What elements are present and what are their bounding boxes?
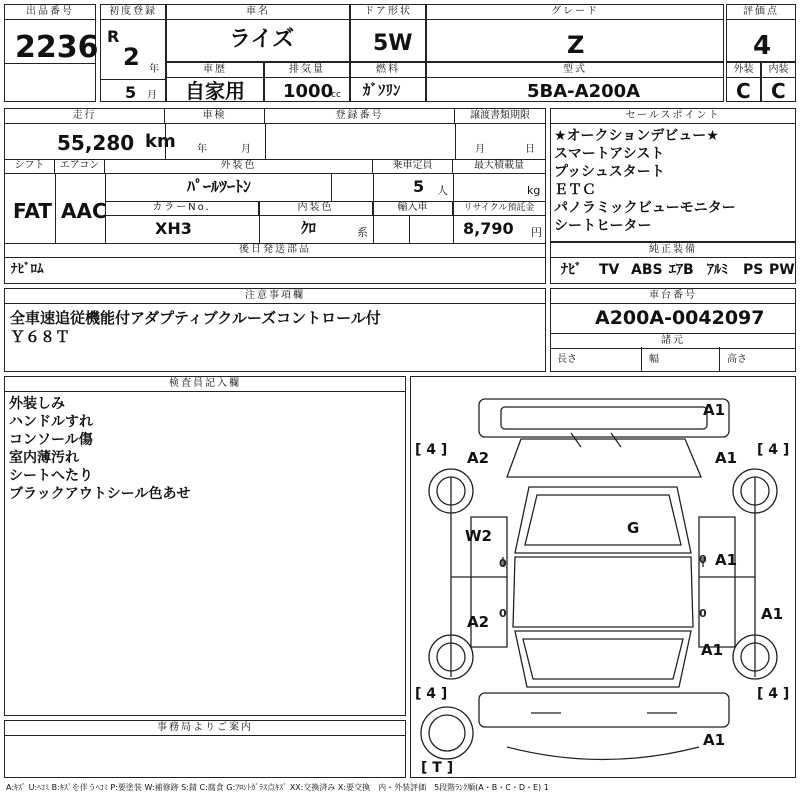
notes-line: 全車速追従機能付アダプティブクルーズコントロール付 bbox=[10, 309, 381, 327]
damage-mark: A1 bbox=[715, 449, 738, 467]
door-type: 5W bbox=[373, 31, 413, 56]
import-label: 輸入車 bbox=[373, 201, 453, 216]
equipment-item: PS bbox=[743, 262, 764, 278]
mirror-mark: 0 bbox=[699, 607, 707, 620]
fuel-value: ｶﾞｿﾘﾝ bbox=[363, 81, 401, 99]
grade-box bbox=[426, 4, 724, 62]
tire-rear-left: [ 4 ] bbox=[415, 686, 448, 702]
model-box bbox=[426, 62, 724, 102]
mirror-mark: 0 bbox=[499, 557, 507, 570]
shift-value: FAT bbox=[13, 199, 52, 223]
inspection-label: 車検 bbox=[165, 109, 265, 124]
model-label: 型式 bbox=[427, 63, 723, 78]
equipment-label: 純正装備 bbox=[551, 243, 795, 258]
inspector-line: コンソール傷 bbox=[9, 432, 93, 448]
inspector-line: 室内薄汚れ bbox=[9, 450, 79, 466]
tire-spare: [ T ] bbox=[421, 760, 454, 776]
grade-value: Z bbox=[567, 31, 585, 59]
interior-grade: C bbox=[771, 79, 786, 103]
history-value: 自家用 bbox=[185, 79, 245, 103]
width-label: 幅 bbox=[649, 354, 659, 365]
color-value: ﾊﾟｰﾙﾂｰﾄﾝ bbox=[187, 177, 252, 196]
intcolor-value: ｸﾛ bbox=[301, 219, 317, 237]
later-parts-value: ﾅﾋﾞﾛﾑ bbox=[11, 262, 44, 277]
history-label: 車歴 bbox=[167, 63, 263, 78]
score-box bbox=[726, 4, 796, 62]
notes-line: Ｙ６８Ｔ bbox=[10, 328, 71, 346]
damage-mark: A1 bbox=[703, 401, 726, 419]
office-label: 事務局よりご案内 bbox=[5, 721, 405, 736]
capacity-label: 乗車定員 bbox=[373, 159, 453, 174]
car-name-box bbox=[166, 4, 350, 62]
notes-label: 注意事項欄 bbox=[5, 289, 545, 304]
displacement-unit: cc bbox=[331, 90, 341, 100]
transfer-day-unit: 日 bbox=[525, 144, 535, 155]
sales-point-item: パノラミックビューモニター bbox=[554, 200, 736, 216]
exterior-grade: C bbox=[736, 79, 751, 103]
sales-point-item: シートヒーター bbox=[554, 218, 652, 234]
colorno-value: XH3 bbox=[155, 219, 192, 238]
inspection-month-unit: 月 bbox=[241, 144, 251, 155]
sales-points-label: セールスポイント bbox=[551, 109, 795, 124]
exterior-grade-box bbox=[726, 62, 761, 102]
notes-box bbox=[4, 288, 546, 372]
displacement-label: 排気量 bbox=[265, 63, 349, 78]
equipment-item: TV bbox=[599, 262, 620, 278]
capacity-unit: 人 bbox=[437, 184, 448, 197]
tire-front-left: [ 4 ] bbox=[415, 442, 448, 458]
inspector-line: ハンドルすれ bbox=[9, 414, 93, 430]
mileage-value: 55,280 bbox=[57, 131, 135, 155]
inspection-year-unit: 年 bbox=[197, 144, 207, 155]
car-name-label: 車名 bbox=[167, 5, 349, 20]
history-box bbox=[166, 62, 264, 102]
month-unit: 月 bbox=[147, 90, 157, 101]
equipment-item: PW bbox=[769, 262, 795, 278]
intcolor-label: 内装色 bbox=[259, 201, 373, 216]
chassis-label: 車台番号 bbox=[551, 289, 795, 304]
ac-value: AAC bbox=[61, 199, 107, 223]
transfer-month-unit: 月 bbox=[475, 144, 485, 155]
exterior-label: 外装 bbox=[727, 63, 760, 78]
lot-label: 出品番号 bbox=[5, 5, 95, 20]
mileage-unit: km bbox=[145, 131, 176, 152]
equipment-item: ｱﾙﾐ bbox=[707, 262, 728, 278]
displacement-value: 1000 bbox=[283, 81, 334, 102]
first-registration-box bbox=[100, 4, 166, 102]
ac-label: エアコン bbox=[55, 159, 105, 174]
recycle-unit: 円 bbox=[531, 226, 542, 239]
fuel-label: 燃料 bbox=[351, 63, 425, 78]
sales-point-item: ＥＴＣ bbox=[554, 182, 596, 198]
dims-label: 諸元 bbox=[551, 333, 795, 349]
inspector-line: 外装しみ bbox=[9, 396, 65, 412]
damage-mark: A2 bbox=[467, 449, 490, 467]
year-unit: 年 bbox=[149, 64, 159, 75]
interior-label: 内装 bbox=[762, 63, 795, 78]
regno-label: 登録番号 bbox=[265, 109, 455, 124]
fuel-box bbox=[350, 62, 426, 102]
detail-block bbox=[4, 108, 546, 284]
model-value: 5BA-A200A bbox=[527, 81, 641, 102]
equipment-item: ABS bbox=[631, 262, 663, 278]
inspector-label: 検査員記入欄 bbox=[5, 377, 405, 392]
lot-box bbox=[4, 4, 99, 102]
displacement-box bbox=[264, 62, 350, 102]
later-parts-label: 後日発送部品 bbox=[5, 243, 545, 258]
damage-mark: G bbox=[627, 519, 640, 537]
recycle-value: 8,790 bbox=[463, 219, 514, 238]
car-name: ライズ bbox=[229, 27, 295, 52]
sales-point-item: スマートアシスト bbox=[554, 146, 665, 162]
registration-year: 2 bbox=[123, 43, 140, 71]
intcolor-unit: 系 bbox=[357, 226, 368, 239]
tire-front-right: [ 4 ] bbox=[757, 442, 790, 458]
damage-mark: A1 bbox=[703, 731, 726, 749]
sales-point-item: プッシュスタート bbox=[554, 164, 665, 180]
inspector-line: シートへたり bbox=[9, 468, 93, 484]
tire-rear-right: [ 4 ] bbox=[757, 686, 790, 702]
door-box bbox=[350, 4, 426, 62]
registration-month: 5 bbox=[125, 83, 137, 102]
office-box bbox=[4, 720, 406, 778]
inspector-box bbox=[4, 376, 406, 716]
damage-mark: A1 bbox=[701, 641, 724, 659]
load-label: 最大積載量 bbox=[453, 159, 545, 174]
era-letter: R bbox=[107, 27, 120, 46]
damage-mark: W2 bbox=[465, 527, 492, 545]
score-label: 評価点 bbox=[727, 5, 795, 20]
mirror-mark: 0 bbox=[499, 607, 507, 620]
grade-label: グレード bbox=[427, 5, 723, 20]
height-label: 高さ bbox=[727, 354, 747, 365]
colorno-label: カラーNo. bbox=[105, 201, 259, 216]
interior-grade-box bbox=[761, 62, 796, 102]
load-unit: kg bbox=[527, 184, 541, 197]
mirror-mark: 0 bbox=[699, 553, 707, 566]
shift-label: シフト bbox=[5, 159, 55, 174]
equipment-box bbox=[550, 242, 796, 284]
length-label: 長さ bbox=[557, 354, 577, 365]
score-value: 4 bbox=[753, 31, 772, 61]
color-label: 外装色 bbox=[105, 159, 373, 174]
car-outline-diagram bbox=[411, 377, 795, 777]
recycle-label: リサイクル預託金 bbox=[453, 201, 545, 216]
chassis-box bbox=[550, 288, 796, 372]
equipment-item: ｴｱB bbox=[669, 262, 694, 278]
equipment-item: ﾅﾋﾞ bbox=[561, 262, 582, 278]
legend-text: A:ｷｽﾞ U:ﾍｺﾐ B:ｷｽﾞを伴うﾍｺﾐ P:要塗装 W:補修跡 S:錆 C:腐食 G:ﾌﾛﾝﾄｶﾞﾗｽ点ｷｽﾞ XX:交換済み X:要交換 内・外装評価 5段階ﾗﾝｸ順(A・B・C・D・E) 1 bbox=[6, 783, 549, 792]
sales-point-item: ★オークションデビュー★ bbox=[554, 128, 719, 144]
inspector-line: ブラックアウトシール色あせ bbox=[9, 486, 191, 502]
damage-diagram bbox=[410, 376, 796, 778]
lot-number: 2236 bbox=[15, 30, 99, 65]
mileage-label: 走行 bbox=[5, 109, 165, 124]
sales-points-box bbox=[550, 108, 796, 242]
transfer-label: 譲渡書類期限 bbox=[455, 109, 545, 124]
damage-mark: A2 bbox=[467, 613, 490, 631]
registration-label: 初度登録 bbox=[101, 5, 165, 20]
door-label: ドア形状 bbox=[351, 5, 425, 20]
chassis-number: A200A-0042097 bbox=[595, 307, 765, 329]
capacity-value: 5 bbox=[413, 177, 425, 196]
damage-mark: A1 bbox=[715, 551, 738, 569]
damage-mark: A1 bbox=[761, 605, 784, 623]
